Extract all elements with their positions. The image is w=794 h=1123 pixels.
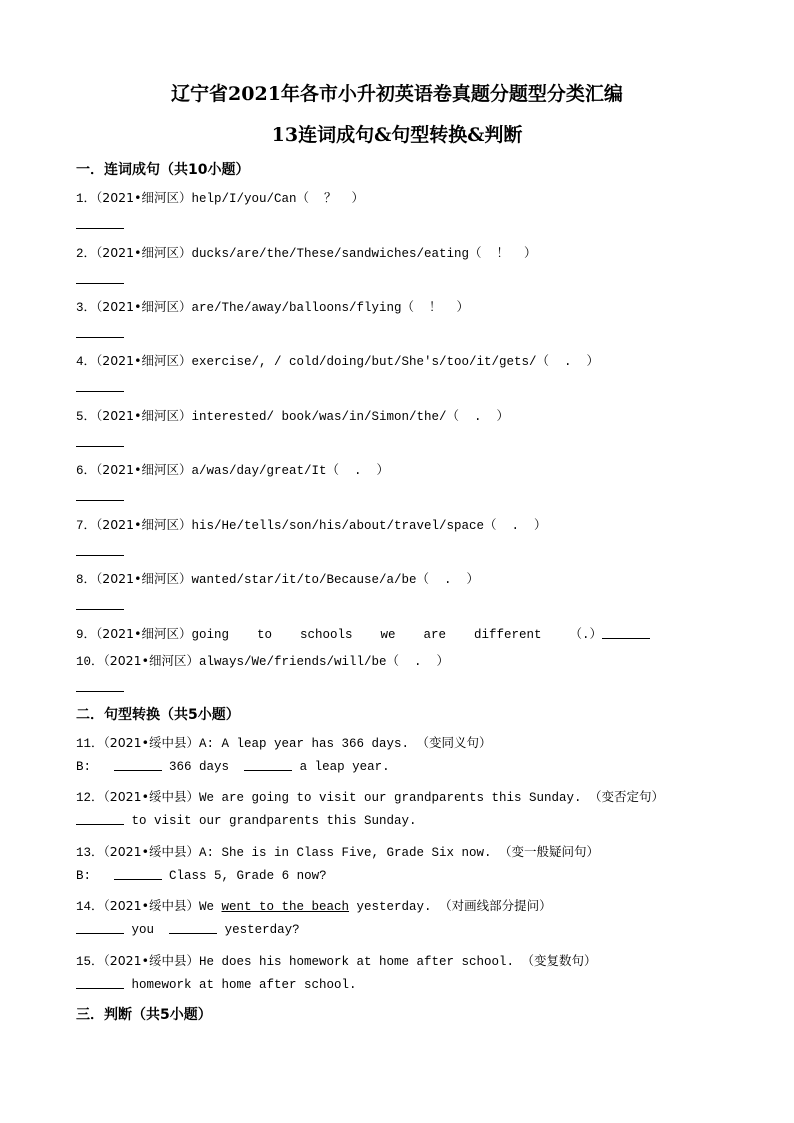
question-number: 2． [76, 247, 97, 261]
answer-blank[interactable] [76, 987, 124, 989]
answer-text: homework at home after school. [131, 978, 357, 992]
question-text: He does his homework at home after school. [198, 955, 515, 969]
answer-text: a leap year. [299, 760, 390, 774]
section-heading-1: 一．连词成句（共10小题） [76, 162, 250, 178]
question-5 [76, 406, 509, 424]
answer-blank[interactable] [76, 283, 124, 284]
speaker-label: B: [76, 869, 92, 883]
answer-blank[interactable] [76, 446, 124, 447]
question-word: we [380, 628, 396, 642]
answer-text: you [131, 923, 155, 937]
question-source: （2021•细河区） [96, 517, 192, 532]
answer-blank[interactable] [76, 337, 124, 338]
question-number: 4． [76, 355, 97, 369]
question-source: （2021•细河区） [96, 299, 192, 314]
answer-blank[interactable] [76, 500, 124, 501]
answer-text: 366 days [169, 760, 230, 774]
answer-blank[interactable] [244, 769, 292, 771]
question-source: （2021•细河区） [96, 353, 192, 368]
question-instruction: （变复数句） [521, 953, 597, 968]
section-heading-2: 二．句型转换（共5小题） [76, 707, 240, 723]
answer-blank[interactable] [76, 228, 124, 229]
question-number: 6． [76, 464, 97, 478]
question-number: 1． [76, 192, 97, 206]
question-text: exercise/, / cold/doing/but/She's/too/it/gets/（ . ） [191, 355, 600, 369]
answer-blank[interactable] [169, 932, 217, 934]
speaker-label: B: [76, 760, 92, 774]
question-source: （2021•细河区） [96, 571, 192, 586]
question-10 [76, 651, 449, 669]
answer-blank[interactable] [602, 637, 650, 639]
answer-blank[interactable] [76, 391, 124, 392]
section-heading-3: 三．判断（共5小题） [76, 1007, 212, 1023]
question-text: ducks/are/the/These/sandwiches/eating（ ！ ） [191, 247, 537, 261]
question-11 [76, 733, 492, 751]
answer-line-12 [76, 814, 417, 828]
question-source: （2021•细河区） [96, 626, 192, 641]
question-number: 12． [76, 791, 104, 805]
question-instruction: （对画线部分提问） [439, 898, 552, 913]
question-source: （2021•细河区） [96, 408, 192, 423]
question-number: 3． [76, 301, 97, 315]
question-7 [76, 515, 547, 533]
question-instruction: （变否定句） [589, 789, 665, 804]
question-instruction: （变同义句） [416, 735, 492, 750]
question-text: interested/ book/was/in/Simon/the/（ . ） [191, 410, 510, 424]
document-title: 辽宁省2021年各市小升初英语卷真题分题型分类汇编 [171, 83, 623, 105]
question-text: are/The/away/balloons/flying（ ！ ） [191, 301, 469, 315]
answer-line-15 [76, 978, 357, 992]
question-word: are [423, 628, 447, 642]
answer-blank[interactable] [76, 823, 124, 825]
question-text: A: A leap year has 366 days. [198, 737, 409, 751]
question-source: （2021•细河区） [96, 190, 192, 205]
question-number: 15． [76, 955, 104, 969]
question-text: A: She is in Class Five, Grade Six now. [198, 846, 492, 860]
question-15 [76, 951, 597, 969]
question-13 [76, 842, 599, 860]
answer-line-11 [76, 760, 390, 774]
question-source: （2021•绥中县） [103, 735, 199, 750]
document-subtitle: 13连词成句&句型转换&判断 [271, 124, 523, 146]
question-text: his/He/tells/son/his/about/travel/space（ . ） [191, 519, 547, 533]
question-6 [76, 460, 389, 478]
underlined-phrase: went to the beach [221, 900, 350, 914]
answer-blank[interactable] [114, 878, 162, 880]
question-3 [76, 297, 469, 315]
answer-blank[interactable] [76, 932, 124, 934]
question-number: 8． [76, 573, 97, 587]
question-number: 10． [76, 655, 104, 669]
question-word: to [256, 628, 272, 642]
question-text: help/I/you/Can（ ？ ） [191, 192, 364, 206]
answer-text: yesterday? [224, 923, 300, 937]
question-8 [76, 569, 479, 587]
question-number: 13． [76, 846, 104, 860]
question-text: yesterday. [356, 900, 432, 914]
question-word: different [474, 628, 542, 642]
answer-line-14 [76, 923, 300, 937]
question-text: We are going to visit our grandparents this Sunday. [198, 791, 582, 805]
answer-blank[interactable] [114, 769, 162, 771]
answer-line-13 [76, 869, 327, 883]
question-number: 11． [76, 737, 104, 751]
question-punctuation: （.） [569, 628, 603, 642]
question-source: （2021•细河区） [96, 462, 192, 477]
question-text: We [198, 900, 214, 914]
question-14 [76, 896, 552, 914]
question-source: （2021•绥中县） [103, 844, 199, 859]
question-word: schools [299, 628, 353, 642]
question-source: （2021•细河区） [96, 245, 192, 260]
question-source: （2021•细河区） [103, 653, 199, 668]
question-1 [76, 188, 364, 206]
question-number: 9． [76, 628, 97, 642]
question-2 [76, 243, 537, 261]
question-instruction: （变一般疑问句） [499, 844, 600, 859]
question-4 [76, 351, 599, 369]
answer-text: to visit our grandparents this Sunday. [131, 814, 417, 828]
question-source: （2021•绥中县） [103, 898, 199, 913]
question-number: 14． [76, 900, 104, 914]
question-source: （2021•绥中县） [103, 953, 199, 968]
question-number: 5． [76, 410, 97, 424]
question-9 [76, 624, 650, 642]
question-source: （2021•绥中县） [103, 789, 199, 804]
question-12 [76, 787, 664, 805]
answer-blank[interactable] [76, 609, 124, 610]
answer-blank[interactable] [76, 555, 124, 556]
question-number: 7． [76, 519, 97, 533]
question-text: wanted/star/it/to/Because/a/be（ . ） [191, 573, 479, 587]
question-word: going [191, 628, 229, 642]
question-text: always/We/friends/will/be（ . ） [198, 655, 449, 669]
question-text: a/was/day/great/It（ . ） [191, 464, 389, 478]
answer-blank[interactable] [76, 691, 124, 692]
answer-text: Class 5, Grade 6 now? [169, 869, 327, 883]
